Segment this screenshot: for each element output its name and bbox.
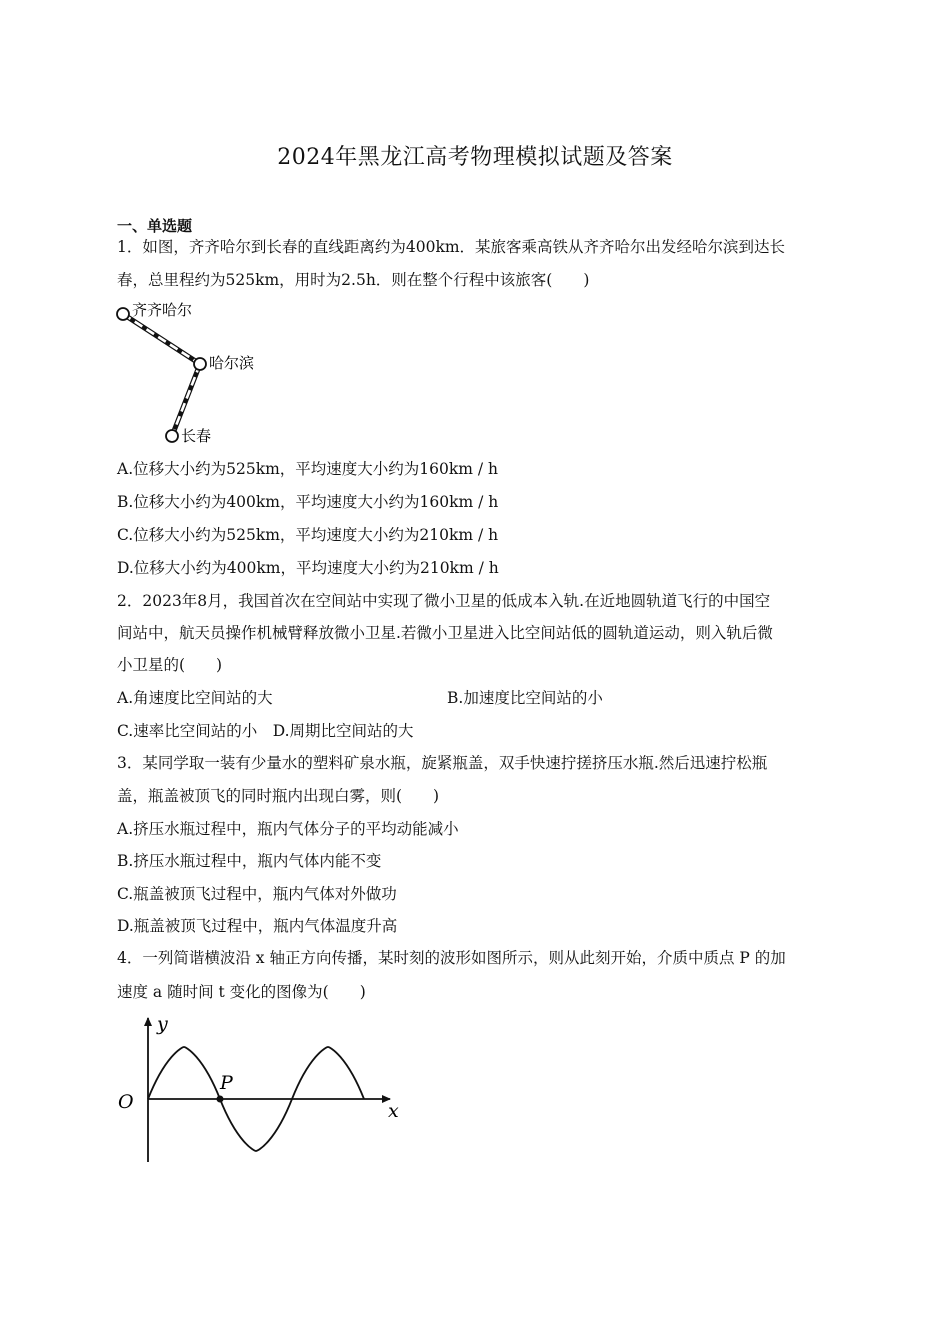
x-axis-label: x [388, 1100, 399, 1122]
q3-stem-line1: 3．某同学取一装有少量水的塑料矿泉水瓶，旋紧瓶盖，双手快速拧搓挤压水瓶.然后迅速拧松瓶 [117, 754, 768, 772]
y-axis-label: y [157, 1013, 168, 1035]
q2-option-a: A.角速度比空间站的大 [117, 689, 273, 707]
q4-stem-line2: 速度 a 随时间 t 变化的图像为( ) [117, 983, 366, 1001]
section-heading: 一、单选题 [117, 217, 193, 235]
station-marker-qiqihar [117, 308, 129, 320]
q3-option-b: B.挤压水瓶过程中，瓶内气体内能不变 [117, 852, 382, 870]
rail-route-map [110, 298, 280, 448]
station-label-changchun: 长春 [181, 427, 212, 445]
origin-label: O [118, 1091, 134, 1113]
station-label-harbin: 哈尔滨 [209, 354, 255, 372]
q2-stem-line2: 间站中，航天员操作机械臂释放微小卫星.若微小卫星进入比空间站低的圆轨道运动，则入轨后微 [117, 624, 773, 642]
station-label-qiqihar: 齐齐哈尔 [132, 301, 193, 319]
q2-stem-line1: 2．2023年8月，我国首次在空间站中实现了微小卫星的低成本入轨.在近地圆轨道飞行的中国空 [117, 592, 771, 610]
point-p-marker [217, 1096, 224, 1103]
q1-option-d: D.位移大小约为400km，平均速度大小约为210km / h [117, 559, 499, 577]
station-marker-harbin [194, 358, 206, 370]
q2-stem-line3: 小卫星的( ) [117, 656, 223, 674]
q1-option-a: A.位移大小约为525km，平均速度大小约为160km / h [117, 460, 499, 478]
point-p-label: P [220, 1072, 233, 1094]
wave-graph [110, 1010, 410, 1170]
q3-option-c: C.瓶盖被顶飞过程中，瓶内气体对外做功 [117, 885, 397, 903]
rail-segment-harbin-changchun [172, 364, 200, 436]
q3-stem-line2: 盖，瓶盖被顶飞的同时瓶内出现白雾，则( ) [117, 787, 440, 805]
q1-stem-line2: 春，总里程约为525km，用时为2.5h．则在整个行程中该旅客( ) [117, 271, 590, 289]
page-title: 2024年黑龙江高考物理模拟试题及答案 [277, 145, 673, 170]
q1-option-c: C.位移大小约为525km，平均速度大小约为210km / h [117, 526, 499, 544]
q2-option-b: B.加速度比空间站的小 [447, 689, 603, 707]
q3-option-d: D.瓶盖被顶飞过程中，瓶内气体温度升高 [117, 917, 398, 935]
q4-stem-line1: 4．一列简谐横波沿 x 轴正方向传播，某时刻的波形如图所示，则从此刻开始，介质中质点 P 的加 [117, 949, 786, 967]
q1-stem-line1: 1．如图，齐齐哈尔到长春的直线距离约为400km．某旅客乘高铁从齐齐哈尔出发经哈尔滨到达长 [117, 238, 786, 256]
q1-option-b: B.位移大小约为400km，平均速度大小约为160km / h [117, 493, 499, 511]
q2-option-cd: C.速率比空间站的小 D.周期比空间站的大 [117, 722, 414, 740]
q3-option-a: A.挤压水瓶过程中，瓶内气体分子的平均动能减小 [117, 820, 459, 838]
station-marker-changchun [166, 430, 178, 442]
